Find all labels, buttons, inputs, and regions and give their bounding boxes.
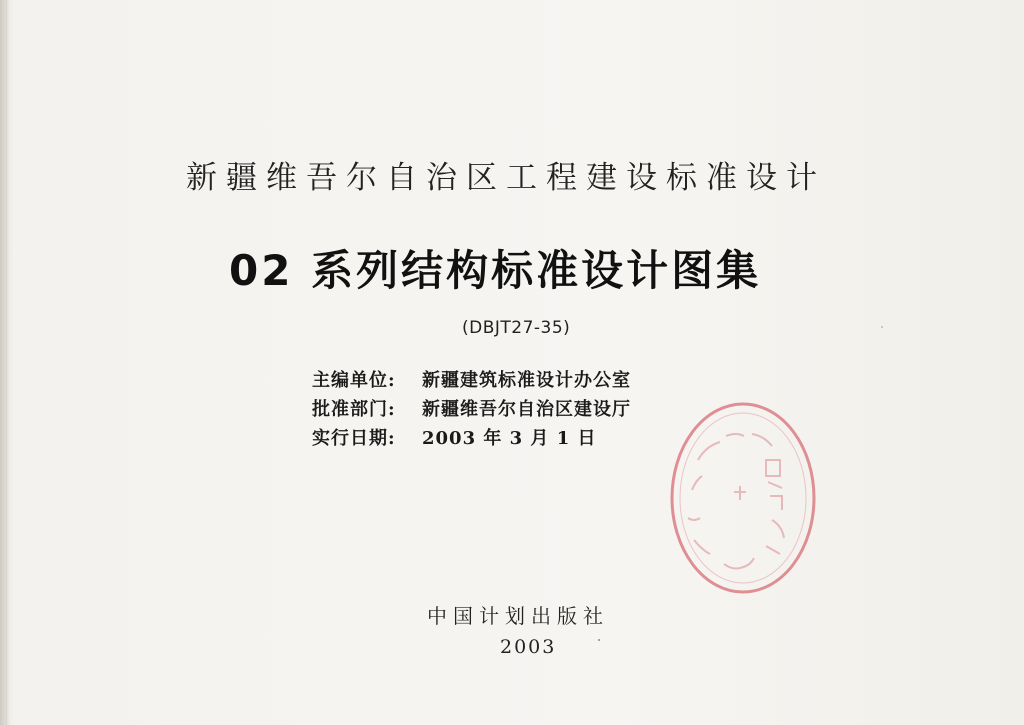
- info-row-approver: [312, 395, 631, 424]
- paper-speck: [881, 326, 883, 328]
- page-fold-line: [6, 0, 7, 725]
- info-value-editor: 新疆建筑标准设计办公室: [422, 370, 631, 391]
- paper-speck: [598, 639, 600, 641]
- info-label-editor: 主编单位:: [312, 370, 396, 391]
- organization-heading: 新疆维吾尔自治区工程建设标准设计: [186, 160, 826, 196]
- page-edge-shadow: [0, 0, 10, 725]
- info-label-effective-date: 实行日期:: [312, 428, 396, 449]
- document-info: [312, 366, 631, 453]
- info-row-editor: [312, 366, 631, 395]
- document-code: (DBJT27-35): [462, 318, 571, 338]
- publisher-name: 中国计划出版社: [427, 604, 609, 628]
- publication-year: 2003: [500, 636, 557, 658]
- info-label-approver: 批准部门:: [312, 399, 396, 420]
- seal-stamp: [668, 400, 818, 596]
- document-title: 02 系列结构标准设计图集: [229, 246, 762, 295]
- info-value-approver: 新疆维吾尔自治区建设厅: [422, 399, 631, 420]
- info-value-effective-date: 2003 年 3 月 1 日: [422, 428, 597, 449]
- info-row-effective-date: [312, 424, 631, 453]
